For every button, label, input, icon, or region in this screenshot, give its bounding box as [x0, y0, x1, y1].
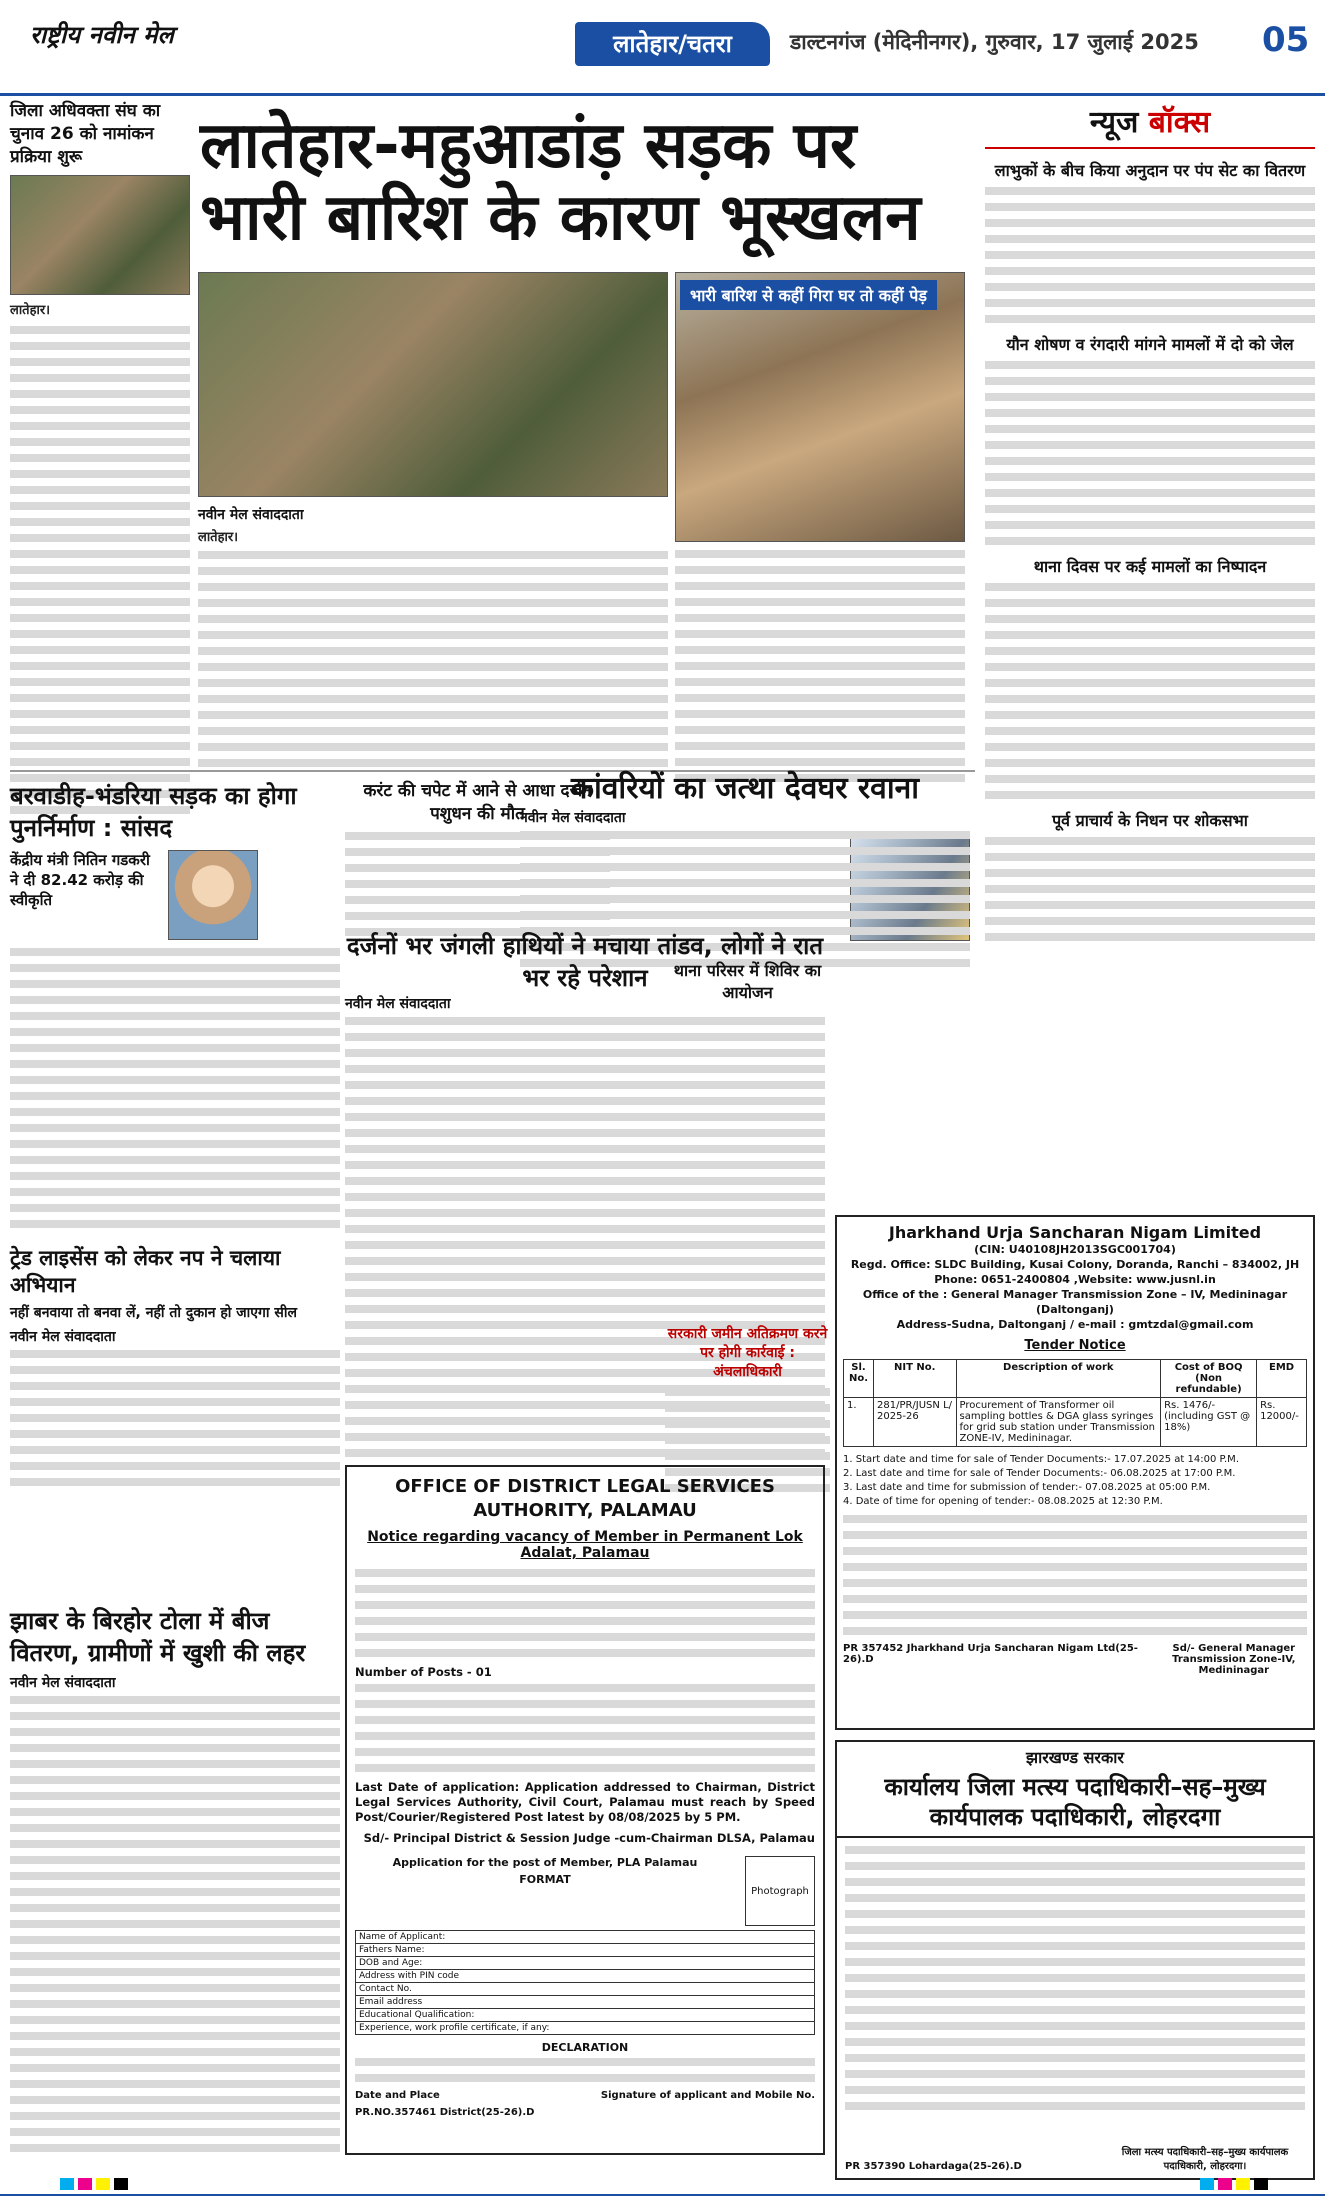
story-headline: कांवरियों का जत्था देवघर रवाना [570, 771, 920, 806]
tender-phone: Phone: 0651-2400804 ,Website: www.jusnl.in [934, 1273, 1216, 1286]
news-item-headline: पूर्व प्राचार्य के निधन पर शोकसभा [1052, 811, 1248, 830]
form-field: Educational Qualification: [356, 2009, 815, 2022]
fish-notice [835, 1740, 1315, 2180]
dlsa-title: OFFICE OF DISTRICT LEGAL SERVICES AUTHORITY, PALAMAU [395, 1476, 775, 1521]
tender-date: 4. Date of time for opening of tender:- 08.08.2025 at 12:30 P.M. [843, 1496, 1163, 1507]
story-byline: नवीन मेल संवाददाता [10, 1329, 116, 1345]
story-photo [10, 175, 190, 295]
form-field: Address with PIN code [356, 1970, 815, 1983]
story-headline: सरकारी जमीन अतिक्रमण करने पर होगी कार्रवाई : अंचलाधिकारी [667, 1326, 828, 1380]
logo-text: राष्ट्रीय नवीन मेल [30, 20, 174, 49]
tender-office: Office of the : General Manager Transmission Zone – IV, Medininagar (Daltonganj) [862, 1288, 1288, 1316]
col-header: NIT No. [873, 1360, 956, 1398]
table-cell: Rs. 1476/- (including GST @ 18%) [1161, 1398, 1257, 1447]
form-field: Email address [356, 1996, 815, 2009]
registration-mark [114, 2178, 128, 2190]
tender-address: Address-Sudna, Daltonganj / e-mail : gmtzdal@gmail.com [896, 1318, 1254, 1331]
tender-regd: Regd. Office: SLDC Building, Kusai Colony, Doranda, Ranchi – 834002, JH [850, 1258, 1300, 1271]
registration-mark [96, 2178, 110, 2190]
story-byline: नवीन मेल संवाददाता [10, 1675, 116, 1691]
photo-caption: भारी बारिश से कहीं गिरा घर तो कहीं पेड़ [680, 280, 937, 310]
story-headline: करंट की चपेट में आने से आधा दर्जन पशुधन की मौत [363, 781, 592, 824]
news-box-title-a: न्यूज [1089, 105, 1139, 140]
story-subhead: केंद्रीय मंत्री नितिन गडकरी ने दी 82.42 करोड़ की स्वीकृति [10, 851, 150, 909]
photograph-box: Photograph [745, 1856, 815, 1926]
story-headline: बरवाडीह-भंडरिया सड़क का होगा पुनर्निर्माण : सांसद [10, 782, 297, 842]
signature-line: Signature of applicant and Mobile No. [600, 2090, 815, 2101]
tender-table [843, 1359, 1307, 1447]
fish-sign: जिला मत्स्य पदाधिकारी–सह–मुख्य कार्यपालक पदाधिकारी, लोहरदगा। [1121, 2147, 1289, 2172]
form-heading: Application for the post of Member, PLA Palamau [392, 1856, 698, 1869]
news-item-headline: यौन शोषण व रंगदारी मांगने मामलों में दो को जेल [1006, 335, 1294, 354]
form-field: Contact No. [356, 1983, 815, 1996]
story-headline: जिला अधिवक्ता संघ का चुनाव 26 को नामांकन प्रक्रिया शुरू [10, 101, 161, 167]
news-item-headline: थाना दिवस पर कई मामलों का निष्पादन [1033, 557, 1267, 576]
story-subhead: नहीं बनवाया तो बनवा लें, नहीं तो दुकान हो जाएगा सील [10, 1305, 298, 1321]
table-cell: Rs. 12000/- [1257, 1398, 1307, 1447]
registration-mark [1218, 2178, 1232, 2190]
form-field: Name of Applicant: [356, 1931, 815, 1944]
newspaper-logo [30, 18, 174, 51]
story-headline: झाबर के बिरहोर टोला में बीज वितरण, ग्रामीणों में खुशी की लहर [10, 1607, 306, 1667]
form-field: Experience, work profile certificate, if any: [356, 2022, 815, 2035]
lead-body-right [675, 550, 965, 782]
mp-photo [168, 850, 258, 940]
lead-dateline: लातेहार। [198, 530, 239, 545]
tender-date: 1. Start date and time for sale of Tender Documents:- 17.07.2025 at 14:00 P.M. [843, 1454, 1239, 1465]
lead-photo-house [675, 272, 965, 542]
table-row [844, 1398, 1307, 1447]
col-header: EMD [1257, 1360, 1307, 1398]
tender-notice-title: Tender Notice [1024, 1338, 1126, 1353]
fish-state: झारखण्ड सरकार [1026, 1748, 1124, 1767]
application-form [355, 1930, 815, 2035]
tender-cin: (CIN: U40108JH2013SGC001704) [974, 1243, 1176, 1256]
seed-story [10, 1605, 340, 2160]
dlsa-notice [345, 1465, 825, 2155]
form-field: DOB and Age: [356, 1957, 815, 1970]
col-header: Cost of BOQ (Non refundable) [1161, 1360, 1257, 1398]
registration-mark [60, 2178, 74, 2190]
news-box-title [985, 100, 1315, 149]
lead-body [198, 505, 668, 775]
lead-byline: नवीन मेल संवाददाता [198, 507, 304, 523]
news-item-headline: लाभुकों के बीच किया अनुदान पर पंप सेट का वितरण [994, 161, 1306, 180]
tender-pr: PR 357452 Jharkhand Urja Sancharan Nigam Ltd(25-26).D [843, 1643, 1138, 1665]
tender-org: Jharkhand Urja Sancharan Nigam Limited [888, 1223, 1262, 1242]
lead-photo-landslide [198, 272, 668, 497]
dlsa-pr: PR.NO.357461 District(25-26).D [355, 2107, 535, 2118]
fish-office: कार्यालय जिला मत्स्य पदाधिकारी–सह–मुख्य कार्यपालक पदाधिकारी, लोहरदगा [837, 1768, 1313, 1838]
section-tag: लातेहार/चतरा [575, 22, 770, 66]
tender-date: 3. Last date and time for submission of tender:- 07.08.2025 at 05:00 P.M. [843, 1482, 1211, 1493]
story-byline: नवीन मेल संवाददाता [520, 810, 626, 826]
dlsa-sign: Sd/- Principal District & Session Judge -cum-Chairman DLSA, Palamau [363, 1831, 815, 1845]
registration-mark [1236, 2178, 1250, 2190]
camp-story [665, 960, 830, 1004]
date-place: Date and Place [355, 2090, 440, 2101]
footer-line [0, 2194, 1325, 2196]
form-format: FORMAT [519, 1873, 571, 1886]
tender-date: 2. Last date and time for sale of Tender Documents:- 06.08.2025 at 17:00 P.M. [843, 1468, 1236, 1479]
trade-story [10, 1245, 340, 1494]
story-body [10, 326, 190, 814]
registration-mark [78, 2178, 92, 2190]
table-cell: 1. [844, 1398, 874, 1447]
fish-pr: PR 357390 Lohardaga(25-26).D [845, 2161, 1022, 2172]
col-header: Sl. No. [844, 1360, 874, 1398]
tender-sign: Sd/- General Manager Transmission Zone-IV, Medininagar [1172, 1643, 1296, 1676]
left-column [10, 100, 190, 822]
dlsa-notice-title: Notice regarding vacancy of Member in Permanent Lok Adalat, Palamau [367, 1529, 803, 1561]
lead-headline: लातेहार-महुआडांड़ सड़क पर भारी बारिश के कारण भूस्खलन [200, 109, 921, 255]
road-story [10, 780, 340, 1236]
dlsa-last-date: Last Date of application: Application addressed to Chairman, District Legal Services Authority, Civil Court, Palamau must reach by Speed Post/Courier/Registered Post latest by 08/08/2025 by 5 PM. [355, 1780, 815, 1824]
story-byline: नवीन मेल संवाददाता [345, 996, 451, 1012]
story-headline: ट्रेड लाइसेंस को लेकर नप ने चलाया अभियान [10, 1246, 281, 1297]
story-headline: थाना परिसर में शिविर का आयोजन [673, 961, 822, 1002]
dlsa-posts: Number of Posts - 01 [355, 1665, 492, 1679]
page-number: 05 [1262, 20, 1310, 60]
dateline: डाल्टनगंज (मेदिनीनगर), गुरुवार, 17 जुलाई 2025 [790, 30, 1199, 54]
declaration: DECLARATION [541, 2041, 629, 2054]
table-cell: 281/PR/JUSN L/ 2025-26 [873, 1398, 956, 1447]
col-header: Description of work [956, 1360, 1161, 1398]
registration-mark [1200, 2178, 1214, 2190]
table-cell: Procurement of Transformer oil sampling bottles & DGA glass syringes for grid sub station under Transmission ZONE-IV, Medininagar. [956, 1398, 1161, 1447]
tender-ad [835, 1215, 1315, 1730]
story-headline: दर्जनों भर जंगली हाथियों ने मचाया तांडव, लोगों ने रात भर रहे परेशान [346, 932, 824, 992]
registration-mark [1254, 2178, 1268, 2190]
form-field: Fathers Name: [356, 1944, 815, 1957]
story-dateline: लातेहार। [10, 303, 51, 318]
news-box-title-b: बॉक्स [1148, 105, 1211, 140]
news-box [985, 100, 1315, 949]
